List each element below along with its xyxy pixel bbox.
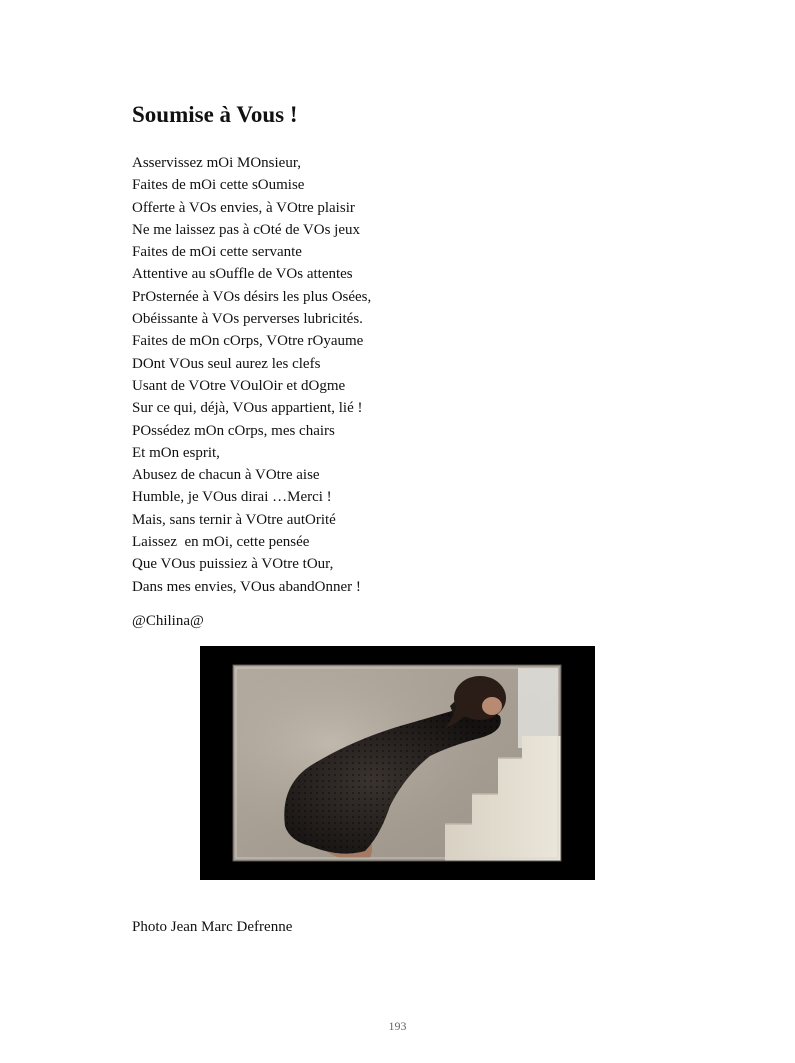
poem-line: Dans mes envies, VOus abandOnner ! (132, 578, 361, 595)
poem-line: Offerte à VOs envies, à VOtre plaisir (132, 199, 355, 216)
photo-credit: Photo Jean Marc Defrenne (132, 919, 293, 935)
poem-line: DOnt VOus seul aurez les clefs (132, 355, 321, 372)
poem-line: Ne me laissez pas à cOté de VOs jeux (132, 221, 360, 238)
author-signature: @Chilina@ (132, 613, 204, 629)
photo-illustration (200, 646, 595, 880)
poem-line: Faites de mOi cette sOumise (132, 177, 305, 194)
photo-frame (200, 646, 595, 880)
poem-line: Faites de mOi cette servante (132, 244, 302, 261)
poem-line: Usant de VOtre VOulOir et dOgme (132, 377, 346, 394)
poem-line: Que VOus puissiez à VOtre tOur, (132, 556, 334, 573)
poem-line: Attentive au sOuffle de VOs attentes (132, 266, 353, 283)
poem (132, 152, 371, 598)
photo-image (233, 665, 561, 861)
poem-line: Obéissante à VOs perverses lubricités. (132, 311, 363, 328)
poem-line: Laissez en mOi, cette pensée (132, 534, 310, 551)
poem-line: Abusez de chacun à VOtre aise (132, 467, 320, 484)
poem-line: Asservissez mOi MOnsieur, (132, 155, 301, 171)
poem-line: POssédez mOn cOrps, mes chairs (132, 422, 335, 439)
poem-line: Et mOn esprit, (132, 444, 220, 461)
poem-line: Humble, je VOus dirai …Merci ! (132, 489, 332, 506)
page-title: Soumise à Vous ! (132, 102, 298, 127)
poem-line: Faites de mOn cOrps, VOtre rOyaume (132, 333, 364, 350)
poem-line: Sur ce qui, déjà, VOus appartient, lié ! (132, 400, 363, 417)
poem-line: PrOsternée à VOs désirs les plus Osées, (132, 288, 372, 305)
poem-line: Mais, sans ternir à VOtre autOrité (132, 511, 336, 528)
page-number: 193 (388, 1019, 407, 1033)
